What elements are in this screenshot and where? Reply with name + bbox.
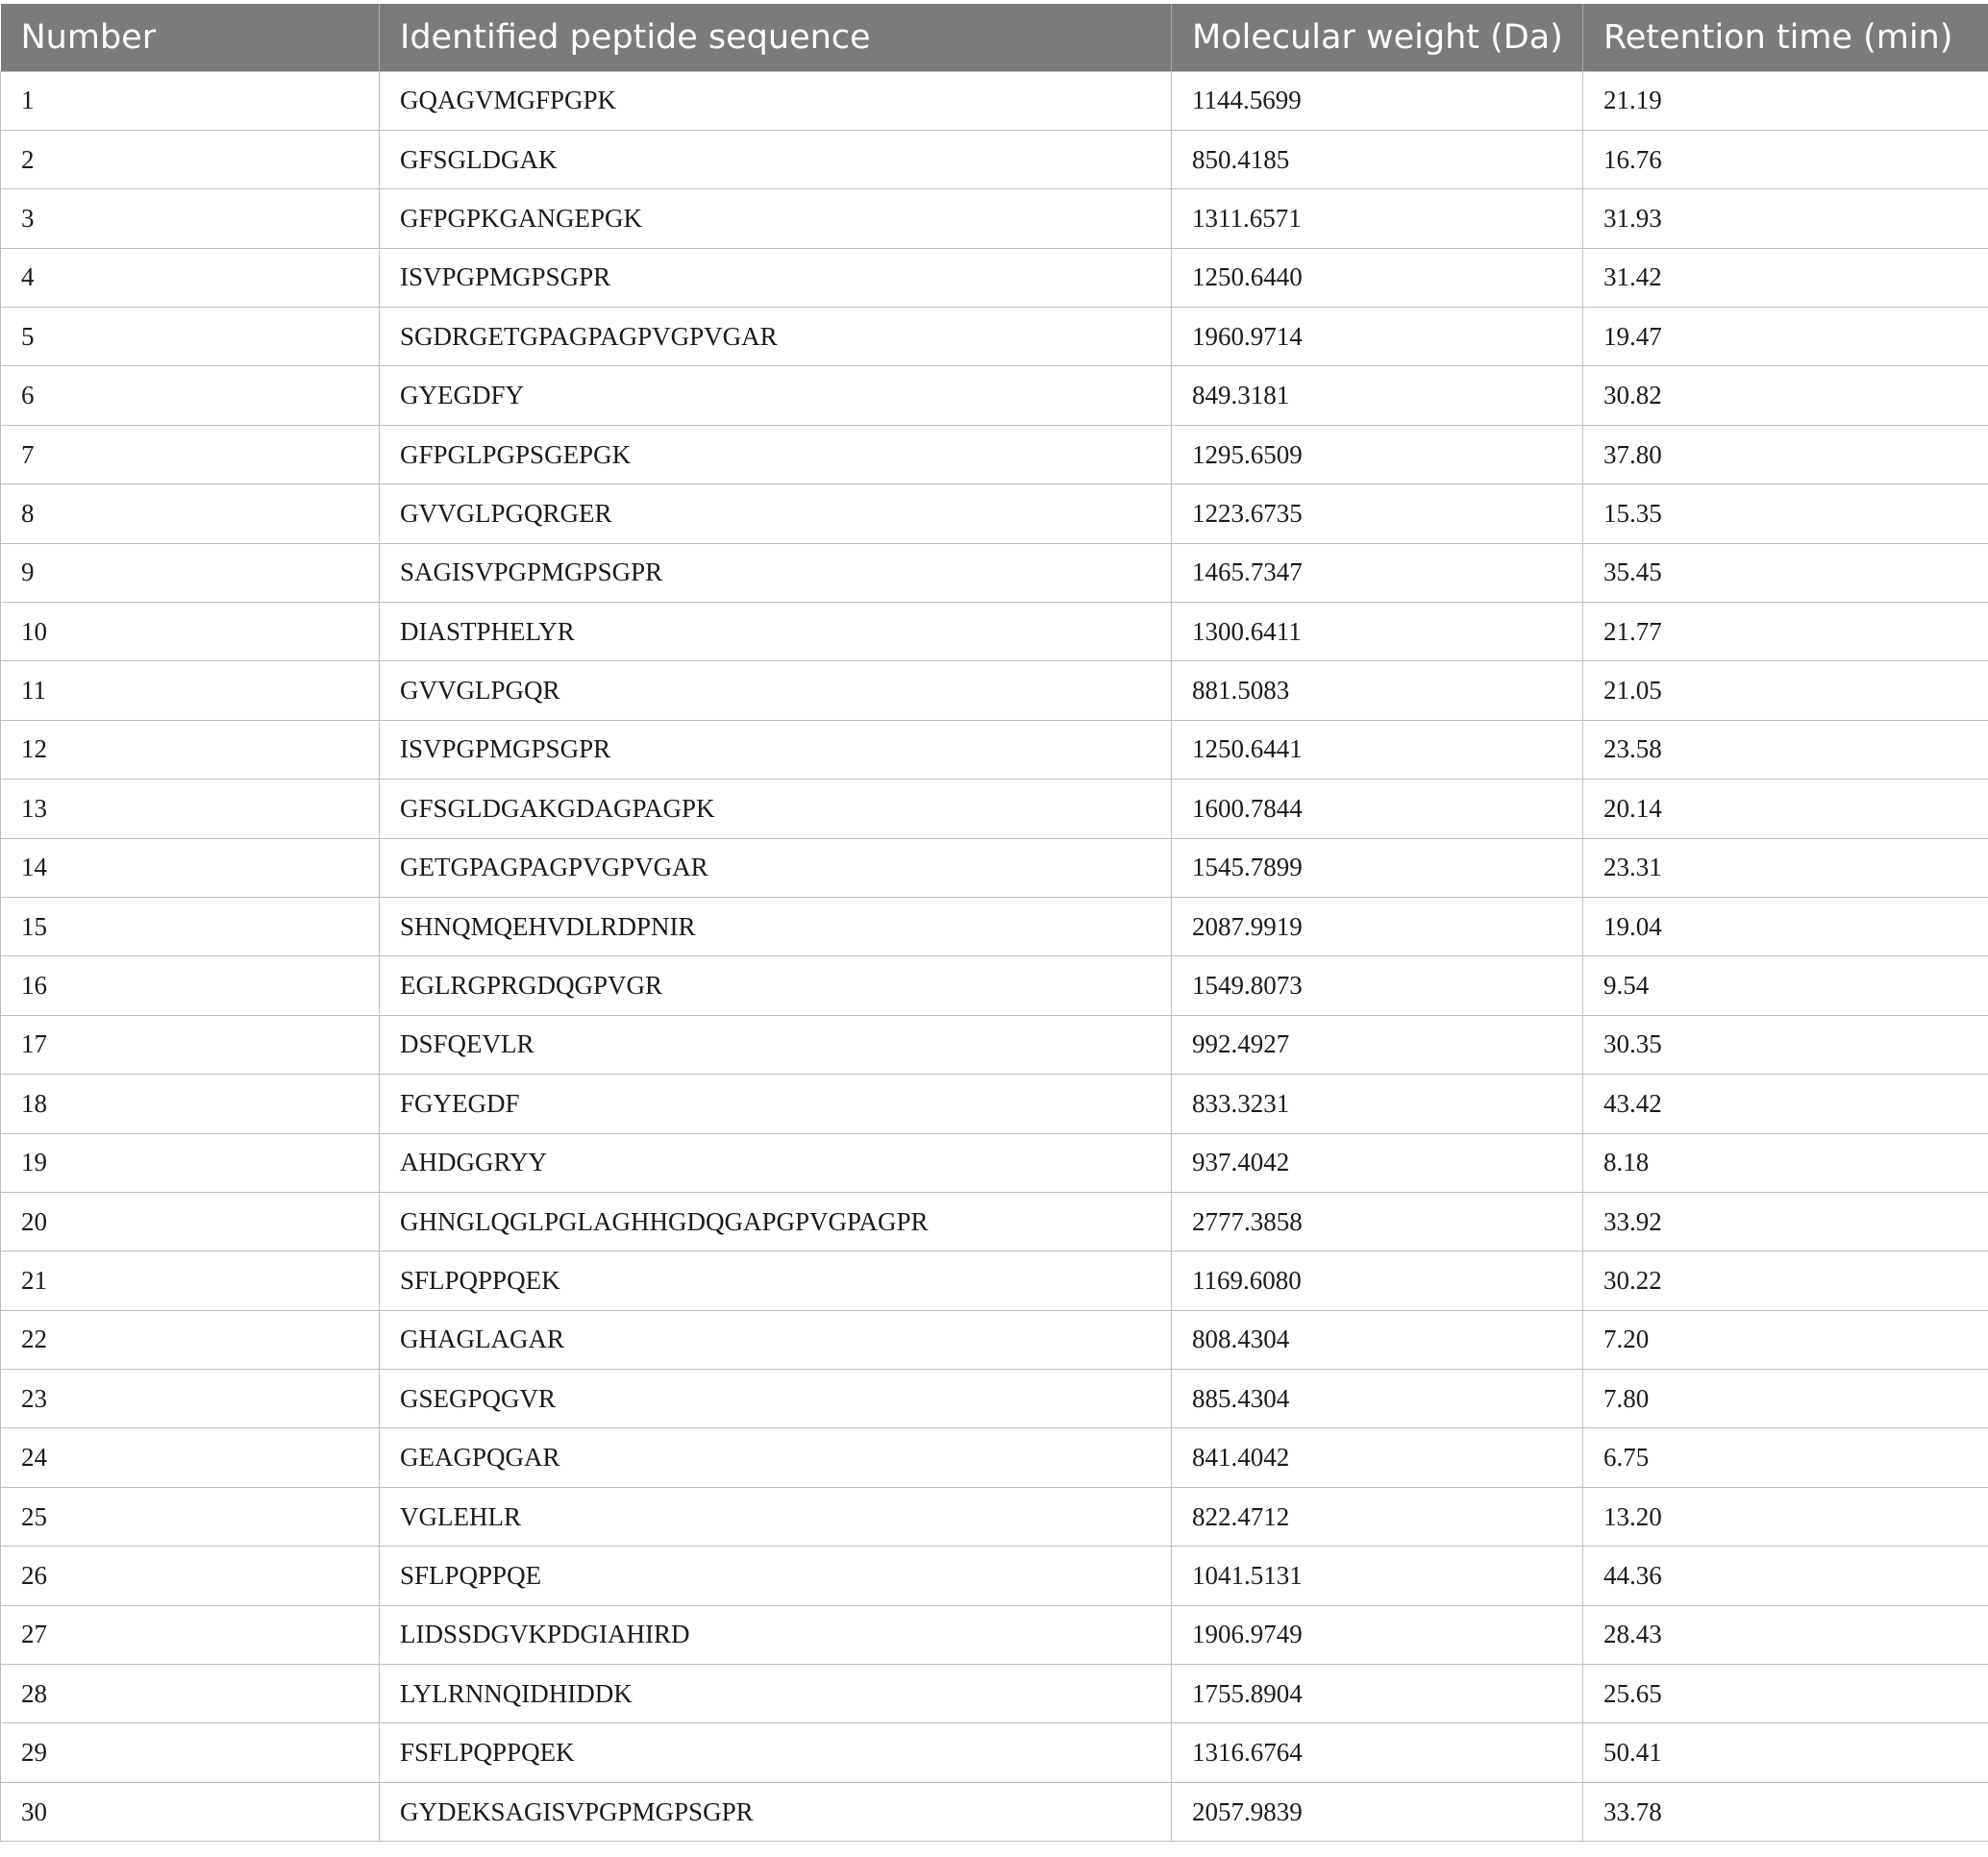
table-row [1,1015,1988,1074]
cell-molecular-weight: 1600.7844 [1172,780,1583,838]
cell-number: 14 [1,838,380,897]
cell-number: 25 [1,1487,380,1546]
table-row [1,661,1988,720]
cell-peptide-sequence: SFLPQPPQEK [380,1251,1172,1310]
cell-retention-time: 30.82 [1583,366,1988,425]
cell-molecular-weight: 937.4042 [1172,1133,1583,1192]
cell-number: 7 [1,425,380,483]
cell-peptide-sequence: GETGPAGPAGPVGPVGAR [380,838,1172,897]
cell-molecular-weight: 1545.7899 [1172,838,1583,897]
cell-molecular-weight: 849.3181 [1172,366,1583,425]
table-row [1,308,1988,366]
cell-peptide-sequence: LIDSSDGVKPDGIAHIRD [380,1605,1172,1664]
cell-retention-time: 8.18 [1583,1133,1988,1192]
cell-molecular-weight: 1316.6764 [1172,1723,1583,1782]
cell-number: 4 [1,248,380,307]
header-row [1,4,1988,71]
table-row [1,1665,1988,1723]
cell-peptide-sequence: EGLRGPRGDQGPVGR [380,956,1172,1015]
cell-retention-time: 19.47 [1583,308,1988,366]
cell-number: 29 [1,1723,380,1782]
cell-retention-time: 7.20 [1583,1310,1988,1369]
cell-peptide-sequence: GFSGLDGAK [380,130,1172,188]
cell-number: 10 [1,603,380,661]
table-row [1,956,1988,1015]
table-row [1,603,1988,661]
cell-retention-time: 43.42 [1583,1075,1988,1133]
table-row [1,130,1988,188]
cell-number: 2 [1,130,380,188]
cell-number: 21 [1,1251,380,1310]
cell-molecular-weight: 1549.8073 [1172,956,1583,1015]
cell-peptide-sequence: GHAGLAGAR [380,1310,1172,1369]
cell-retention-time: 21.05 [1583,661,1988,720]
table-row [1,1487,1988,1546]
cell-peptide-sequence: SHNQMQEHVDLRDPNIR [380,897,1172,955]
cell-retention-time: 23.31 [1583,838,1988,897]
table-row [1,425,1988,483]
cell-peptide-sequence: GVVGLPGQRGER [380,484,1172,543]
cell-peptide-sequence: GFPGPKGANGEPGK [380,189,1172,248]
table-row [1,1075,1988,1133]
cell-peptide-sequence: GYDEKSAGISVPGPMGPSGPR [380,1782,1172,1841]
cell-peptide-sequence: GHNGLQGLPGLAGHHGDQGAPGPVGPAGPR [380,1192,1172,1250]
table-body [1,71,1988,1842]
cell-number: 27 [1,1605,380,1664]
cell-peptide-sequence: SAGISVPGPMGPSGPR [380,543,1172,602]
cell-peptide-sequence: LYLRNNQIDHIDDK [380,1665,1172,1723]
cell-peptide-sequence: GQAGVMGFPGPK [380,71,1172,130]
cell-retention-time: 25.65 [1583,1665,1988,1723]
cell-retention-time: 19.04 [1583,897,1988,955]
cell-number: 17 [1,1015,380,1074]
cell-retention-time: 15.35 [1583,484,1988,543]
cell-retention-time: 23.58 [1583,720,1988,779]
cell-retention-time: 6.75 [1583,1428,1988,1487]
cell-peptide-sequence: GYEGDFY [380,366,1172,425]
cell-peptide-sequence: VGLEHLR [380,1487,1172,1546]
table-row [1,189,1988,248]
peptide-table-container [0,4,1988,1842]
cell-retention-time: 31.93 [1583,189,1988,248]
cell-peptide-sequence: ISVPGPMGPSGPR [380,248,1172,307]
cell-molecular-weight: 822.4712 [1172,1487,1583,1546]
cell-number: 19 [1,1133,380,1192]
cell-peptide-sequence: GEAGPQGAR [380,1428,1172,1487]
cell-number: 18 [1,1075,380,1133]
cell-molecular-weight: 1169.6080 [1172,1251,1583,1310]
table-row [1,248,1988,307]
cell-molecular-weight: 1250.6441 [1172,720,1583,779]
cell-molecular-weight: 992.4927 [1172,1015,1583,1074]
cell-retention-time: 37.80 [1583,425,1988,483]
cell-retention-time: 44.36 [1583,1547,1988,1605]
cell-molecular-weight: 1465.7347 [1172,543,1583,602]
table-row [1,1723,1988,1782]
table-row [1,484,1988,543]
cell-peptide-sequence: GFSGLDGAKGDAGPAGPK [380,780,1172,838]
table-row [1,1428,1988,1487]
cell-number: 22 [1,1310,380,1369]
cell-peptide-sequence: FGYEGDF [380,1075,1172,1133]
cell-retention-time: 7.80 [1583,1370,1988,1428]
peptide-table [0,4,1988,1842]
cell-molecular-weight: 2777.3858 [1172,1192,1583,1250]
cell-number: 30 [1,1782,380,1841]
cell-peptide-sequence: GSEGPQGVR [380,1370,1172,1428]
table-row [1,1192,1988,1250]
cell-number: 5 [1,308,380,366]
table-row [1,1251,1988,1310]
cell-number: 20 [1,1192,380,1250]
cell-number: 15 [1,897,380,955]
cell-peptide-sequence: DIASTPHELYR [380,603,1172,661]
cell-molecular-weight: 1223.6735 [1172,484,1583,543]
cell-molecular-weight: 1250.6440 [1172,248,1583,307]
cell-number: 6 [1,366,380,425]
header-number: Number [20,17,157,57]
cell-retention-time: 50.41 [1583,1723,1988,1782]
header-molecular-weight: Molecular weight (Da) [1172,4,1583,71]
cell-molecular-weight: 808.4304 [1172,1310,1583,1369]
table-row [1,1370,1988,1428]
cell-peptide-sequence: SFLPQPPQE [380,1547,1172,1605]
cell-molecular-weight: 1041.5131 [1172,1547,1583,1605]
cell-retention-time: 13.20 [1583,1487,1988,1546]
table-header [1,4,1988,71]
table-row [1,1133,1988,1192]
cell-molecular-weight: 881.5083 [1172,661,1583,720]
header-peptide-sequence: Identified peptide sequence [380,4,1172,71]
cell-molecular-weight: 1755.8904 [1172,1665,1583,1723]
table-row [1,1605,1988,1664]
cell-retention-time: 31.42 [1583,248,1988,307]
cell-number: 1 [1,71,380,130]
table-row [1,1310,1988,1369]
cell-number: 12 [1,720,380,779]
cell-peptide-sequence: GVVGLPGQR [380,661,1172,720]
cell-peptide-sequence: DSFQEVLR [380,1015,1172,1074]
table-row [1,720,1988,779]
cell-retention-time: 28.43 [1583,1605,1988,1664]
cell-number: 23 [1,1370,380,1428]
cell-number: 11 [1,661,380,720]
cell-number: 28 [1,1665,380,1723]
cell-molecular-weight: 1906.9749 [1172,1605,1583,1664]
cell-number: 3 [1,189,380,248]
cell-retention-time: 35.45 [1583,543,1988,602]
cell-retention-time: 33.78 [1583,1782,1988,1841]
cell-molecular-weight: 1960.9714 [1172,308,1583,366]
table-row [1,366,1988,425]
table-row [1,1782,1988,1841]
cell-peptide-sequence: GFPGLPGPSGEPGK [380,425,1172,483]
cell-molecular-weight: 850.4185 [1172,130,1583,188]
cell-molecular-weight: 1144.5699 [1172,71,1583,130]
table-row [1,71,1988,130]
table-row [1,897,1988,955]
table-row [1,1547,1988,1605]
cell-molecular-weight: 833.3231 [1172,1075,1583,1133]
cell-peptide-sequence: AHDGGRYY [380,1133,1172,1192]
cell-molecular-weight: 885.4304 [1172,1370,1583,1428]
cell-peptide-sequence: ISVPGPMGPSGPR [380,720,1172,779]
cell-retention-time: 30.22 [1583,1251,1988,1310]
cell-number: 9 [1,543,380,602]
cell-molecular-weight: 841.4042 [1172,1428,1583,1487]
cell-number: 24 [1,1428,380,1487]
cell-molecular-weight: 1300.6411 [1172,603,1583,661]
cell-retention-time: 21.19 [1583,71,1988,130]
cell-molecular-weight: 2087.9919 [1172,897,1583,955]
cell-number: 8 [1,484,380,543]
table-row [1,543,1988,602]
cell-number: 26 [1,1547,380,1605]
cell-number: 16 [1,956,380,1015]
cell-molecular-weight: 1295.6509 [1172,425,1583,483]
cell-molecular-weight: 2057.9839 [1172,1782,1583,1841]
header-retention-time: Retention time (min) [1583,4,1988,71]
cell-peptide-sequence: SGDRGETGPAGPAGPVGPVGAR [380,308,1172,366]
cell-retention-time: 16.76 [1583,130,1988,188]
cell-retention-time: 9.54 [1583,956,1988,1015]
table-row [1,838,1988,897]
cell-retention-time: 33.92 [1583,1192,1988,1250]
cell-retention-time: 20.14 [1583,780,1988,838]
table-row [1,780,1988,838]
cell-molecular-weight: 1311.6571 [1172,189,1583,248]
cell-retention-time: 30.35 [1583,1015,1988,1074]
cell-retention-time: 21.77 [1583,603,1988,661]
cell-peptide-sequence: FSFLPQPPQEK [380,1723,1172,1782]
cell-number: 13 [1,780,380,838]
